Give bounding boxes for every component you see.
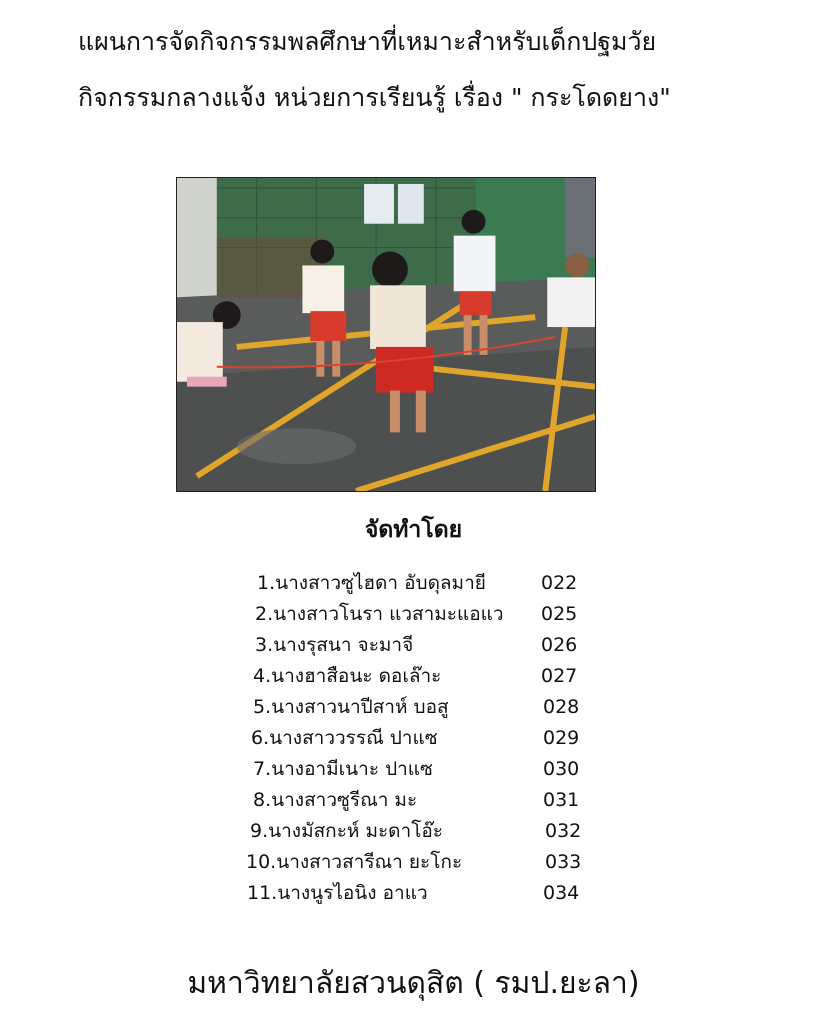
list-item xyxy=(0,754,827,784)
list-item xyxy=(0,816,827,846)
member-code: 028 xyxy=(543,696,580,718)
member-name: 2.นางสาวโนรา แวสามะแอแว xyxy=(255,603,504,625)
list-item xyxy=(0,723,827,753)
member-name: 10.นางสาวสารีณา ยะโกะ xyxy=(246,851,463,873)
list-item xyxy=(0,568,827,598)
member-code: 033 xyxy=(545,851,582,873)
member-code: 027 xyxy=(541,665,578,687)
list-item xyxy=(0,847,827,877)
title-line-2: กิจกรรมกลางแจ้ง หน่วยการเรียนรู้ เรื่อง " กระโดดยาง" xyxy=(78,83,671,112)
activity-photo xyxy=(176,177,596,492)
member-code: 030 xyxy=(543,758,580,780)
member-name: 3.นางรุสนา จะมาจี xyxy=(255,634,414,656)
member-name: 7.นางอามีเนาะ ปาแซ xyxy=(253,758,433,780)
member-code: 031 xyxy=(543,789,580,811)
member-name: 4.นางฮาสือนะ ดอเล๊าะ xyxy=(253,665,442,687)
member-name: 6.นางสาววรรณี ปาแซ xyxy=(251,727,438,749)
member-code: 026 xyxy=(541,634,578,656)
prepared-by-heading: จัดทำโดย xyxy=(364,517,463,543)
member-name: 8.นางสาวซูรีณา มะ xyxy=(253,789,418,811)
list-item xyxy=(0,661,827,691)
member-name: 9.นางมัสกะห์ มะดาโอ๊ะ xyxy=(250,820,444,842)
member-name: 1.นางสาวซูไฮดา อับดุลมายี xyxy=(257,572,486,594)
member-name: 5.นางสาวนาปีสาห์ บอสู xyxy=(253,696,449,718)
list-item xyxy=(0,630,827,660)
list-item xyxy=(0,599,827,629)
member-code: 034 xyxy=(543,882,580,904)
children-jump-rope-photo xyxy=(177,178,595,491)
member-code: 032 xyxy=(545,820,582,842)
member-code: 025 xyxy=(541,603,578,625)
list-item xyxy=(0,785,827,815)
member-code: 022 xyxy=(541,572,578,594)
member-code: 029 xyxy=(543,727,580,749)
list-item xyxy=(0,692,827,722)
list-item xyxy=(0,878,827,908)
member-name: 11.นางนูรไอนิง อาแว xyxy=(247,882,428,904)
title-line-1: แผนการจัดกิจกรรมพลศึกษาที่เหมาะสำหรับเด็กปฐมวัย xyxy=(78,27,657,56)
university-name: มหาวิทยาลัยสวนดุสิต ( รมป.ยะลา) xyxy=(187,966,640,1001)
